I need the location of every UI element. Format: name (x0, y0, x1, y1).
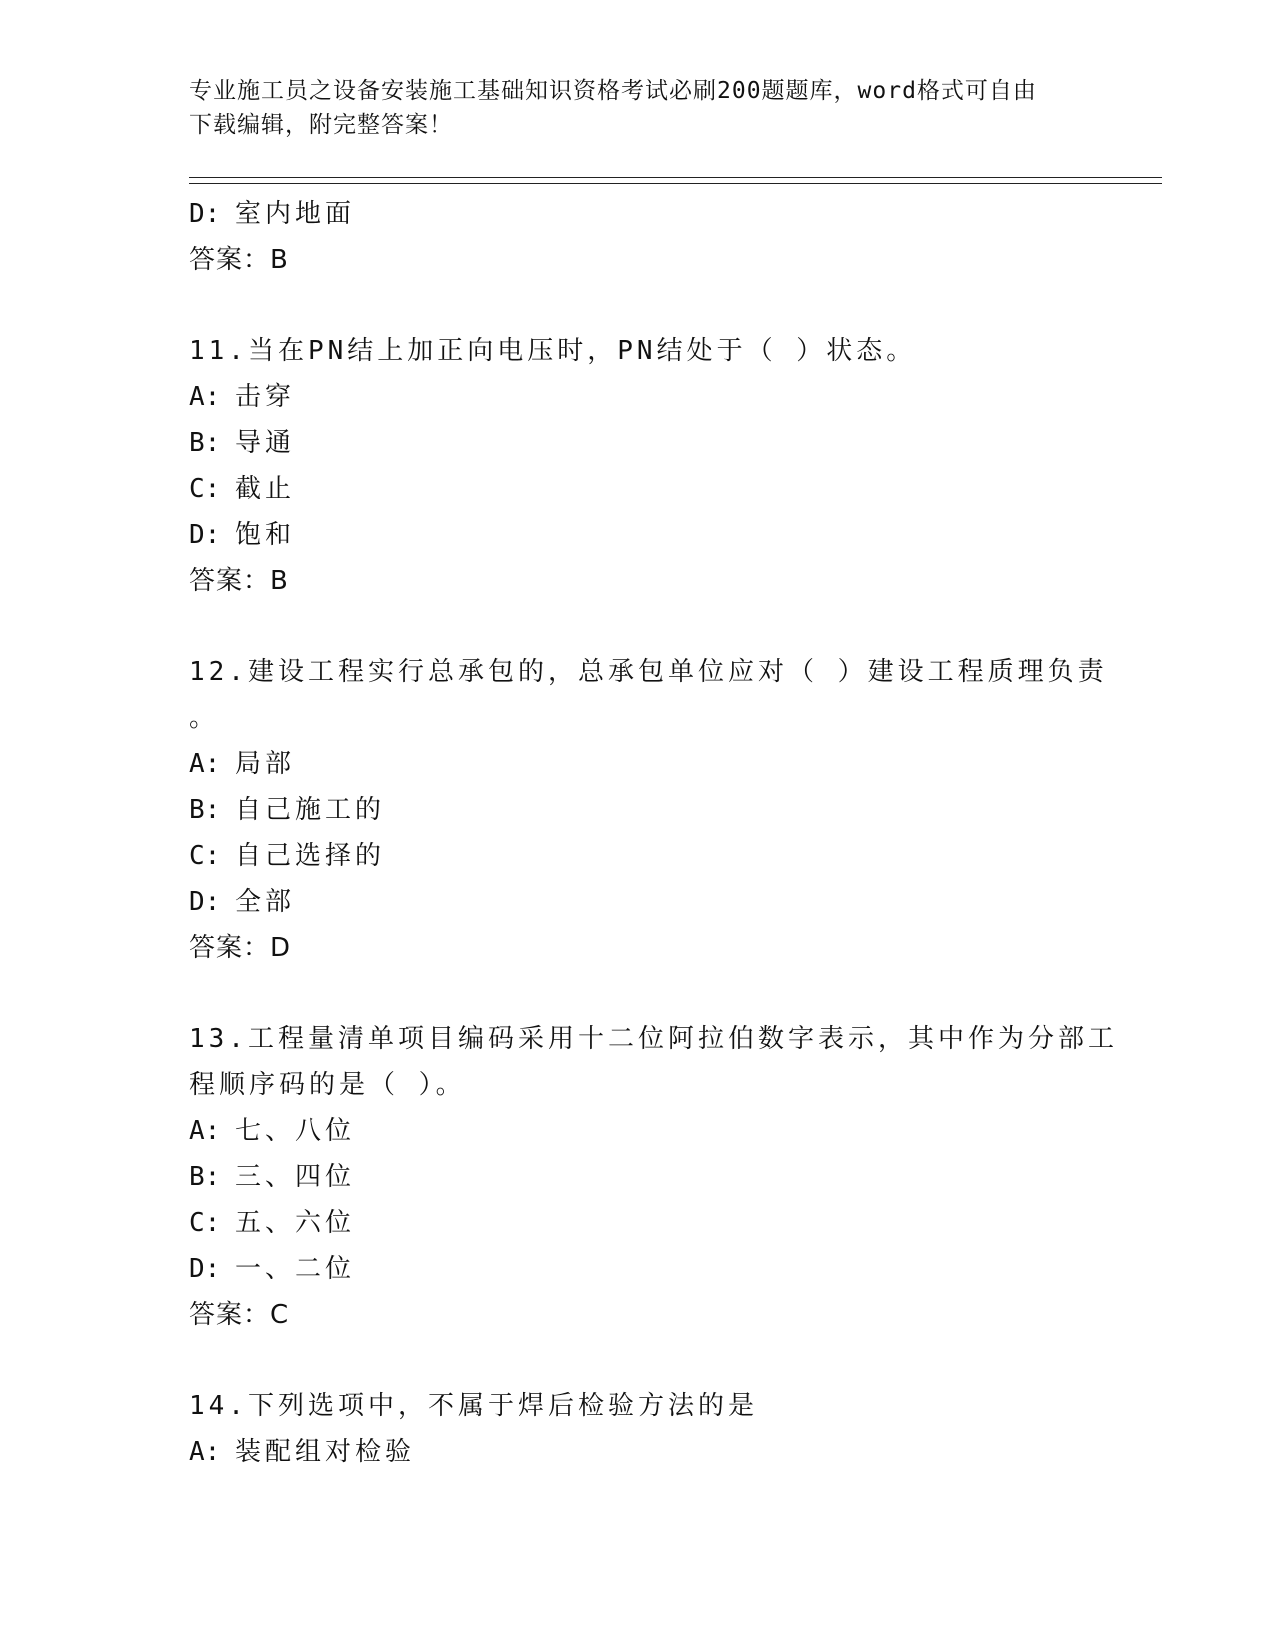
option-letter: B: (189, 428, 221, 458)
option-letter: C: (189, 841, 221, 871)
answer-line: 答案：B (189, 566, 289, 596)
option-a (189, 374, 1109, 420)
option-text: 五、六位 (235, 1208, 356, 1238)
question-stem-continued: 。 (189, 703, 220, 733)
question-stem: 13.工程量清单项目编码采用十二位阿拉伯数字表示，其中作为分部工 (189, 1024, 1118, 1054)
option-letter: B: (189, 1162, 221, 1192)
question-13 (189, 1016, 1118, 1338)
option-text: 装配组对检验 (235, 1437, 416, 1467)
option-text: 三、四位 (235, 1162, 356, 1192)
option-text: 全部 (235, 887, 296, 917)
option-a (189, 1429, 1109, 1475)
option-text: 导通 (235, 428, 296, 458)
option-d (189, 191, 1109, 237)
question-stem-continued: 程顺序码的是（ ）。 (189, 1070, 466, 1100)
option-letter: C: (189, 1208, 221, 1238)
option-text: 局部 (235, 749, 296, 779)
option-letter: B: (189, 795, 221, 825)
option-letter: D: (189, 887, 221, 917)
question-stem: 11.当在PN结上加正向电压时，PN结处于（ ）状态。 (189, 336, 917, 366)
header-title-line-2: 下载编辑，附完整答案！ (189, 112, 453, 138)
option-b (189, 420, 1109, 466)
option-letter: A: (189, 1116, 221, 1146)
header-title-line-1: 专业施工员之设备安装施工基础知识资格考试必刷200题题库，word格式可自由 (189, 78, 1037, 104)
option-d (189, 879, 1109, 925)
document-header (189, 74, 1089, 142)
option-text: 一、二位 (235, 1254, 356, 1284)
option-text: 截止 (235, 474, 296, 504)
option-letter: D: (189, 199, 221, 229)
option-d (189, 512, 1109, 558)
option-text: 七、八位 (235, 1116, 356, 1146)
option-text: 自己选择的 (235, 841, 386, 871)
header-divider-top (189, 177, 1162, 178)
question-12 (189, 649, 1109, 971)
question-11 (189, 328, 1109, 604)
question-stem: 12.建设工程实行总承包的，总承包单位应对（ ）建设工程质理负责 (189, 657, 1108, 687)
option-c (189, 833, 1109, 879)
answer-line: 答案：B (189, 245, 289, 275)
option-c (189, 1200, 1109, 1246)
option-letter: C: (189, 474, 221, 504)
option-text: 自己施工的 (235, 795, 386, 825)
option-text: 饱和 (235, 520, 296, 550)
option-text: 击穿 (235, 382, 296, 412)
option-d (189, 1246, 1109, 1292)
option-b (189, 787, 1109, 833)
question-stem: 14.下列选项中，不属于焊后检验方法的是 (189, 1391, 758, 1421)
option-c (189, 466, 1109, 512)
option-text: 室内地面 (235, 199, 356, 229)
answer-line: 答案：D (189, 933, 292, 963)
option-a (189, 741, 1109, 787)
option-letter: D: (189, 520, 221, 550)
question-list (189, 191, 1118, 1475)
option-letter: A: (189, 749, 221, 779)
answer-line: 答案：C (189, 1300, 290, 1330)
header-divider-bottom (189, 183, 1162, 184)
question-10-tail (189, 191, 1109, 283)
option-b (189, 1154, 1109, 1200)
option-letter: A: (189, 1437, 221, 1467)
question-14 (189, 1383, 1109, 1475)
option-a (189, 1108, 1109, 1154)
option-letter: A: (189, 382, 221, 412)
option-letter: D: (189, 1254, 221, 1284)
